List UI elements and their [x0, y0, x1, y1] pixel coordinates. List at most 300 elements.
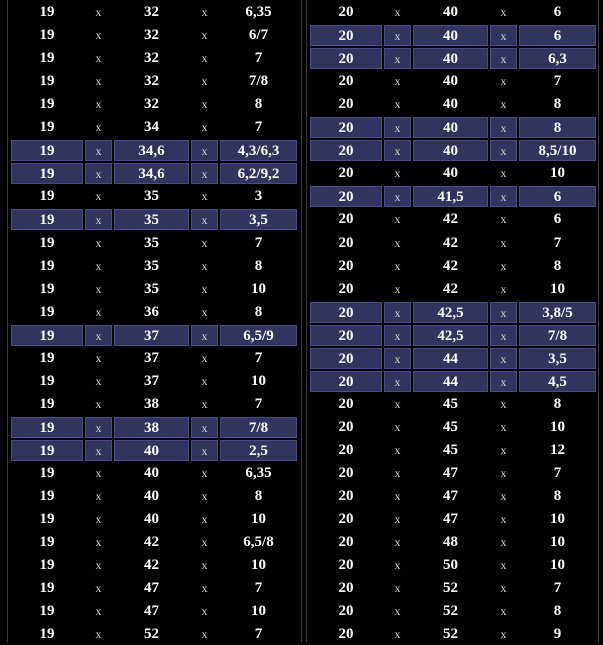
table-row — [8, 117, 301, 138]
separator-cell: x — [394, 5, 401, 19]
outer-diameter-cell: 37 — [114, 325, 189, 346]
outer-diameter-cell: 40 — [443, 73, 458, 90]
table-row — [307, 94, 598, 115]
table-row — [307, 440, 598, 461]
dimensions-table-left — [7, 0, 302, 643]
separator-cell: x — [394, 512, 401, 527]
inner-diameter-cell: 20 — [338, 465, 354, 481]
separator-cell: x — [394, 627, 401, 642]
thickness-cell: 7 — [254, 119, 263, 136]
separator-cell: x — [95, 581, 102, 596]
outer-diameter-cell: 40 — [413, 48, 488, 69]
separator-cell: x — [394, 419, 401, 434]
separator-cell: x — [201, 535, 208, 550]
outer-diameter-cell: 35 — [144, 188, 159, 205]
thickness-cell: 6 — [519, 25, 596, 46]
thickness-cell: 10 — [251, 511, 266, 528]
outer-diameter-cell: 45 — [443, 418, 458, 435]
separator-cell: x — [500, 489, 507, 504]
table-row — [8, 186, 301, 207]
thickness-cell: 7/8 — [220, 417, 297, 438]
inner-diameter-cell: 19 — [39, 27, 55, 44]
inner-diameter-cell: 20 — [338, 626, 354, 643]
separator-cell: x — [201, 396, 208, 411]
thickness-cell: 3,8/5 — [519, 302, 596, 323]
separator-cell: x — [500, 604, 507, 619]
separator-cell: x — [490, 25, 517, 46]
outer-diameter-cell: 40 — [413, 140, 488, 161]
highlighted-table-row — [307, 302, 598, 323]
outer-diameter-cell: 32 — [144, 4, 159, 20]
outer-diameter-cell: 50 — [443, 557, 458, 574]
inner-diameter-cell: 19 — [39, 4, 55, 20]
thickness-cell: 7 — [553, 73, 562, 90]
outer-diameter-cell: 40 — [144, 465, 159, 481]
thickness-cell: 8 — [254, 488, 263, 505]
highlighted-table-row — [307, 348, 598, 369]
separator-cell: x — [201, 604, 208, 619]
outer-diameter-cell: 36 — [144, 303, 159, 320]
separator-cell: x — [490, 48, 517, 69]
separator-cell: x — [394, 166, 401, 181]
thickness-cell: 6,5/9 — [220, 325, 297, 346]
outer-diameter-cell: 35 — [144, 234, 159, 251]
separator-cell: x — [201, 189, 208, 204]
inner-diameter-cell: 19 — [39, 395, 55, 412]
separator-cell: x — [95, 120, 102, 135]
inner-diameter-cell: 20 — [338, 441, 354, 458]
outer-diameter-cell: 35 — [114, 209, 189, 230]
table-row — [8, 578, 301, 599]
highlighted-table-row — [8, 440, 301, 461]
table-row — [307, 163, 598, 184]
inner-diameter-cell: 20 — [338, 580, 354, 597]
thickness-cell: 6/7 — [248, 27, 269, 44]
thickness-cell: 3 — [254, 188, 263, 205]
inner-diameter-cell: 19 — [39, 603, 55, 620]
outer-diameter-cell: 42 — [144, 534, 159, 551]
separator-cell: x — [490, 371, 517, 392]
inner-diameter-cell: 20 — [310, 25, 382, 46]
inner-diameter-cell: 19 — [39, 234, 55, 251]
inner-diameter-cell: 20 — [338, 234, 354, 251]
separator-cell: x — [95, 535, 102, 550]
separator-cell: x — [191, 417, 218, 438]
thickness-cell: 7/8 — [248, 73, 269, 90]
separator-cell: x — [201, 558, 208, 573]
separator-cell: x — [201, 74, 208, 89]
inner-diameter-cell: 20 — [310, 117, 382, 138]
inner-diameter-cell: 20 — [338, 534, 354, 551]
separator-cell: x — [500, 581, 507, 596]
inner-diameter-cell: 20 — [310, 302, 382, 323]
thickness-cell: 4,5 — [519, 371, 596, 392]
separator-cell: x — [85, 417, 112, 438]
separator-cell: x — [191, 140, 218, 161]
separator-cell: x — [201, 51, 208, 66]
separator-cell: x — [500, 5, 507, 19]
inner-diameter-cell: 19 — [39, 626, 55, 643]
separator-cell: x — [95, 627, 102, 642]
thickness-cell: 8 — [553, 257, 562, 274]
thickness-cell: 7 — [254, 626, 263, 643]
inner-diameter-cell: 20 — [310, 371, 382, 392]
separator-cell: x — [394, 97, 401, 112]
table-row — [307, 532, 598, 553]
separator-cell: x — [85, 140, 112, 161]
separator-cell: x — [95, 97, 102, 112]
inner-diameter-cell: 19 — [11, 325, 83, 346]
separator-cell: x — [95, 396, 102, 411]
separator-cell: x — [500, 74, 507, 89]
outer-diameter-cell: 42 — [443, 234, 458, 251]
inner-diameter-cell: 19 — [11, 440, 83, 461]
separator-cell: x — [500, 535, 507, 550]
outer-diameter-cell: 40 — [413, 117, 488, 138]
inner-diameter-cell: 20 — [338, 211, 354, 228]
outer-diameter-cell: 47 — [443, 465, 458, 481]
thickness-cell: 7 — [553, 465, 562, 481]
separator-cell: x — [394, 535, 401, 550]
thickness-cell: 7 — [254, 50, 263, 67]
inner-diameter-cell: 19 — [39, 73, 55, 90]
inner-diameter-cell: 19 — [39, 349, 55, 366]
table-row — [8, 463, 301, 484]
thickness-cell: 8 — [553, 96, 562, 113]
separator-cell: x — [500, 166, 507, 181]
separator-cell: x — [95, 74, 102, 89]
separator-cell: x — [500, 627, 507, 642]
thickness-cell: 10 — [251, 603, 266, 620]
inner-diameter-cell: 19 — [39, 511, 55, 528]
separator-cell: x — [384, 117, 411, 138]
table-row — [307, 2, 598, 23]
highlighted-table-row — [307, 371, 598, 392]
separator-cell: x — [490, 186, 517, 207]
separator-cell: x — [394, 396, 401, 411]
inner-diameter-cell: 20 — [338, 488, 354, 505]
table-row — [8, 2, 301, 23]
outer-diameter-cell: 34,6 — [114, 163, 189, 184]
thickness-cell: 6,5/8 — [243, 534, 274, 551]
separator-cell: x — [95, 189, 102, 204]
highlighted-table-row — [307, 117, 598, 138]
separator-cell: x — [384, 348, 411, 369]
separator-cell: x — [201, 627, 208, 642]
separator-cell: x — [85, 440, 112, 461]
separator-cell: x — [500, 396, 507, 411]
inner-diameter-cell: 19 — [39, 557, 55, 574]
separator-cell: x — [500, 235, 507, 250]
separator-cell: x — [490, 348, 517, 369]
separator-cell: x — [394, 74, 401, 89]
inner-diameter-cell: 20 — [310, 140, 382, 161]
separator-cell: x — [201, 304, 208, 319]
separator-cell: x — [384, 48, 411, 69]
thickness-cell: 10 — [550, 511, 565, 528]
outer-diameter-cell: 42,5 — [413, 302, 488, 323]
outer-diameter-cell: 32 — [144, 50, 159, 67]
inner-diameter-cell: 20 — [310, 325, 382, 346]
thickness-cell: 6 — [519, 186, 596, 207]
separator-cell: x — [95, 304, 102, 319]
table-row — [307, 555, 598, 576]
thickness-cell: 9 — [553, 626, 562, 643]
thickness-cell: 10 — [550, 534, 565, 551]
separator-cell: x — [500, 442, 507, 457]
separator-cell: x — [95, 235, 102, 250]
thickness-cell: 7 — [553, 234, 562, 251]
outer-diameter-cell: 52 — [144, 626, 159, 643]
separator-cell: x — [500, 258, 507, 273]
inner-diameter-cell: 20 — [338, 96, 354, 113]
separator-cell: x — [201, 512, 208, 527]
inner-diameter-cell: 19 — [11, 163, 83, 184]
separator-cell: x — [201, 581, 208, 596]
table-row — [8, 394, 301, 415]
outer-diameter-cell: 48 — [443, 534, 458, 551]
separator-cell: x — [500, 466, 507, 480]
inner-diameter-cell: 19 — [39, 534, 55, 551]
thickness-cell: 7 — [254, 395, 263, 412]
highlighted-table-row — [307, 48, 598, 69]
inner-diameter-cell: 19 — [39, 50, 55, 67]
highlighted-table-row — [307, 140, 598, 161]
thickness-cell: 7 — [254, 349, 263, 366]
outer-diameter-cell: 40 — [443, 165, 458, 182]
table-row — [307, 463, 598, 484]
outer-diameter-cell: 47 — [443, 511, 458, 528]
inner-diameter-cell: 19 — [39, 372, 55, 389]
table-row — [307, 486, 598, 507]
separator-cell: x — [191, 440, 218, 461]
table-row — [307, 279, 598, 300]
inner-diameter-cell: 19 — [39, 580, 55, 597]
separator-cell: x — [500, 419, 507, 434]
inner-diameter-cell: 20 — [338, 4, 354, 20]
inner-diameter-cell: 19 — [39, 488, 55, 505]
separator-cell: x — [95, 5, 102, 19]
outer-diameter-cell: 38 — [144, 395, 159, 412]
separator-cell: x — [384, 325, 411, 346]
highlighted-table-row — [307, 325, 598, 346]
outer-diameter-cell: 40 — [413, 25, 488, 46]
table-row — [307, 417, 598, 438]
thickness-cell: 8 — [254, 257, 263, 274]
thickness-cell: 8 — [553, 395, 562, 412]
separator-cell: x — [490, 117, 517, 138]
separator-cell: x — [85, 163, 112, 184]
separator-cell: x — [394, 466, 401, 480]
outer-diameter-cell: 42 — [144, 557, 159, 574]
table-row — [8, 94, 301, 115]
outer-diameter-cell: 38 — [114, 417, 189, 438]
inner-diameter-cell: 20 — [338, 603, 354, 620]
separator-cell: x — [201, 5, 208, 19]
separator-cell: x — [384, 25, 411, 46]
inner-diameter-cell: 19 — [39, 303, 55, 320]
table-row — [8, 256, 301, 277]
table-row — [8, 624, 301, 645]
thickness-cell: 6,3 — [519, 48, 596, 69]
outer-diameter-cell: 34 — [144, 119, 159, 136]
separator-cell: x — [490, 325, 517, 346]
outer-diameter-cell: 40 — [443, 4, 458, 20]
separator-cell: x — [95, 258, 102, 273]
inner-diameter-cell: 20 — [338, 557, 354, 574]
thickness-cell: 10 — [550, 418, 565, 435]
table-row — [8, 71, 301, 92]
outer-diameter-cell: 45 — [443, 395, 458, 412]
outer-diameter-cell: 40 — [114, 440, 189, 461]
outer-diameter-cell: 35 — [144, 280, 159, 297]
thickness-cell: 6 — [553, 4, 562, 20]
table-row — [8, 279, 301, 300]
inner-diameter-cell: 20 — [338, 257, 354, 274]
thickness-cell: 10 — [251, 372, 266, 389]
separator-cell: x — [201, 281, 208, 296]
thickness-cell: 12 — [550, 441, 565, 458]
thickness-cell: 7 — [254, 580, 263, 597]
thickness-cell: 7 — [553, 580, 562, 597]
thickness-cell: 3,5 — [519, 348, 596, 369]
separator-cell: x — [490, 140, 517, 161]
separator-cell: x — [384, 140, 411, 161]
outer-diameter-cell: 42 — [443, 211, 458, 228]
separator-cell: x — [500, 512, 507, 527]
separator-cell: x — [394, 281, 401, 296]
separator-cell: x — [201, 235, 208, 250]
inner-diameter-cell: 19 — [11, 417, 83, 438]
outer-diameter-cell: 42,5 — [413, 325, 488, 346]
inner-diameter-cell: 19 — [39, 188, 55, 205]
separator-cell: x — [500, 281, 507, 296]
thickness-cell: 10 — [251, 280, 266, 297]
separator-cell: x — [191, 325, 218, 346]
outer-diameter-cell: 37 — [144, 372, 159, 389]
thickness-cell: 8,5/10 — [519, 140, 596, 161]
thickness-cell: 10 — [550, 557, 565, 574]
thickness-cell: 10 — [550, 280, 565, 297]
outer-diameter-cell: 44 — [413, 348, 488, 369]
outer-diameter-cell: 40 — [144, 488, 159, 505]
table-row — [307, 578, 598, 599]
separator-cell: x — [201, 489, 208, 504]
thickness-cell: 6,2/9,2 — [220, 163, 297, 184]
inner-diameter-cell: 20 — [338, 165, 354, 182]
separator-cell: x — [500, 212, 507, 227]
separator-cell: x — [394, 258, 401, 273]
table-row — [307, 509, 598, 530]
outer-diameter-cell: 52 — [443, 580, 458, 597]
separator-cell: x — [95, 512, 102, 527]
table-row — [8, 25, 301, 46]
separator-cell: x — [490, 302, 517, 323]
inner-diameter-cell: 20 — [338, 418, 354, 435]
separator-cell: x — [201, 466, 208, 480]
separator-cell: x — [95, 51, 102, 66]
inner-diameter-cell: 20 — [310, 348, 382, 369]
separator-cell: x — [95, 373, 102, 388]
table-row — [307, 394, 598, 415]
highlighted-table-row — [8, 140, 301, 161]
separator-cell: x — [500, 97, 507, 112]
highlighted-table-row — [8, 209, 301, 230]
inner-diameter-cell: 19 — [39, 257, 55, 274]
separator-cell: x — [384, 302, 411, 323]
highlighted-table-row — [8, 163, 301, 184]
separator-cell: x — [394, 442, 401, 457]
highlighted-table-row — [8, 417, 301, 438]
thickness-cell: 10 — [550, 165, 565, 182]
inner-diameter-cell: 19 — [39, 96, 55, 113]
outer-diameter-cell: 32 — [144, 96, 159, 113]
separator-cell: x — [394, 235, 401, 250]
inner-diameter-cell: 20 — [338, 395, 354, 412]
table-row — [307, 209, 598, 230]
separator-cell: x — [384, 371, 411, 392]
table-row — [307, 233, 598, 254]
separator-cell: x — [191, 163, 218, 184]
separator-cell: x — [201, 120, 208, 135]
table-row — [8, 509, 301, 530]
separator-cell: x — [201, 350, 208, 365]
table-row — [8, 348, 301, 369]
thickness-cell: 8 — [254, 303, 263, 320]
separator-cell: x — [191, 209, 218, 230]
table-row — [8, 233, 301, 254]
outer-diameter-cell: 41,5 — [413, 186, 488, 207]
outer-diameter-cell: 42 — [443, 257, 458, 274]
separator-cell: x — [201, 258, 208, 273]
thickness-cell: 2,5 — [220, 440, 297, 461]
thickness-cell: 8 — [553, 488, 562, 505]
separator-cell: x — [394, 212, 401, 227]
separator-cell: x — [394, 604, 401, 619]
thickness-cell: 8 — [254, 96, 263, 113]
separator-cell: x — [394, 581, 401, 596]
separator-cell: x — [85, 209, 112, 230]
highlighted-table-row — [8, 325, 301, 346]
inner-diameter-cell: 19 — [39, 119, 55, 136]
separator-cell: x — [95, 489, 102, 504]
thickness-cell: 8 — [553, 603, 562, 620]
separator-cell: x — [85, 325, 112, 346]
thickness-cell: 7 — [254, 234, 263, 251]
outer-diameter-cell: 52 — [443, 603, 458, 620]
outer-diameter-cell: 40 — [144, 511, 159, 528]
separator-cell: x — [201, 28, 208, 43]
separator-cell: x — [384, 186, 411, 207]
separator-cell: x — [95, 558, 102, 573]
table-row — [307, 601, 598, 622]
outer-diameter-cell: 37 — [144, 349, 159, 366]
inner-diameter-cell: 20 — [338, 511, 354, 528]
separator-cell: x — [95, 350, 102, 365]
table-row — [307, 256, 598, 277]
table-row — [8, 555, 301, 576]
table-row — [8, 302, 301, 323]
thickness-cell: 4,3/6,3 — [220, 140, 297, 161]
outer-diameter-cell: 47 — [144, 603, 159, 620]
inner-diameter-cell: 20 — [310, 186, 382, 207]
inner-diameter-cell: 19 — [39, 465, 55, 481]
outer-diameter-cell: 34,6 — [114, 140, 189, 161]
separator-cell: x — [95, 604, 102, 619]
inner-diameter-cell: 19 — [11, 209, 83, 230]
thickness-cell: 10 — [251, 557, 266, 574]
table-row — [8, 486, 301, 507]
